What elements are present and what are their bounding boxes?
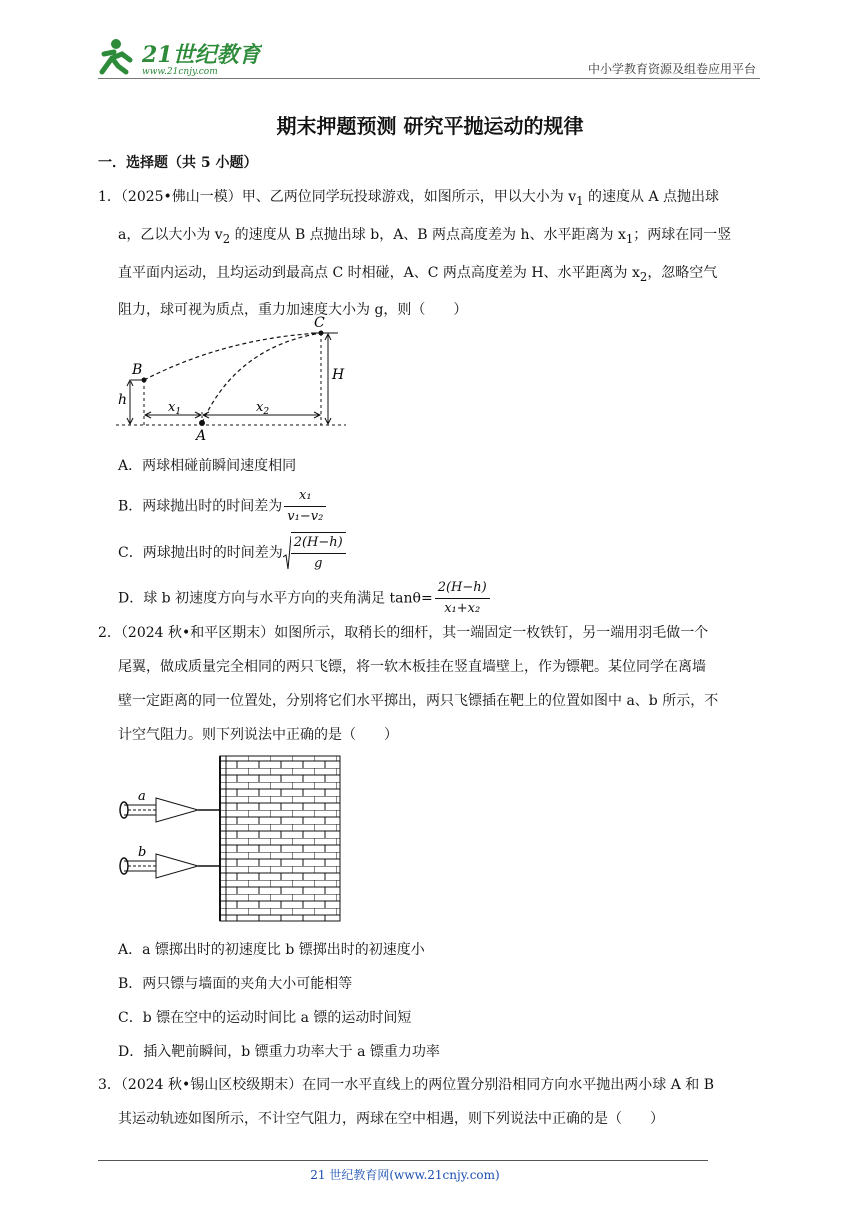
q2-option-b: B．两只镖与墙面的夹角大小可能相等 (118, 976, 353, 992)
q2-option-c: C．b 镖在空中的运动时间比 a 镖的运动时间短 (118, 1010, 412, 1026)
svg-text:B: B (132, 362, 143, 378)
sqrt-sign (283, 535, 291, 571)
footer-link[interactable]: 21 世纪教育网(www.21cnjy.com) (310, 1168, 500, 1182)
q1-option-a: A．两球相碰前瞬间速度相同 (118, 458, 297, 474)
svg-text:h: h (118, 392, 128, 408)
svg-text:x1: $x_1$ (168, 400, 182, 417)
question-2: 2．（2024 秋•和平区期末）如图所示，取稍长的细杆，其一端固定一枚铁钉，另一端用羽毛做一个 尾翼，做成质量完全相同的两只飞镖，将一软木板挂在竖直墙壁上，作为镖靶。某位同学在离墙 壁一定距离的同一位置处，分别将它们水平掷出，两只飞镖插在靶上的位置如图中 a、b 所示，不 计空气阻力。则下列说法中正确的是（ ） (98, 625, 719, 743)
logo-url: www.21cnjy.com (142, 67, 218, 77)
header-divider (98, 78, 760, 79)
footer-divider (98, 1160, 708, 1161)
question-3: 3．（2024 秋•锡山区校级期末）在同一水平直线上的两位置分别沿相同方向水平抛出两小球 A 和 B 其运动轨迹如图所示，不计空气阻力，两球在空中相遇，则下列说法中正确的是（ ） (98, 1077, 715, 1127)
q1-option-d: D．球 b 初速度方向与水平方向的夹角满足 tanθ= $\frac{2(H-h)}{\text{x₁+x₂}}$ (118, 578, 490, 619)
q2-option-a: A．a 镖掷出时的初速度比 b 镖掷出时的初速度小 (118, 942, 425, 958)
q2-option-d: D．插入靶前瞬间，b 镖重力功率大于 a 镖重力功率 (118, 1044, 440, 1060)
q2-dart-figure (116, 754, 346, 924)
page-title: 期末押题预测 研究平抛运动的规律 (276, 114, 584, 138)
logo-text: 21世纪教育 (142, 42, 261, 68)
svg-text:a: a (138, 789, 146, 804)
q1-trajectory-figure (116, 312, 356, 444)
runner-icon (102, 39, 130, 72)
section-heading: 一．选择题（共 5 小题） (98, 155, 258, 171)
svg-text:b: b (138, 845, 147, 860)
svg-text:H: H (332, 367, 345, 383)
svg-text:x2: $x_2$ (256, 400, 270, 417)
site-logo (92, 36, 262, 78)
question-1: 1．（2025•佛山一模）甲、乙两位同学玩投球游戏，如图所示，甲以大小为 $v_1$ 的速度从 A 点抛出球 a，乙以大小为 $v_2$ 的速度从 B 点抛出球 b，A、B 两点高度差为 h、水平距离为 $x_1$；两球在同一竖 直平面内运动，且均运动到最高点 C 时相碰，A、C 两点高度差为 H、水平距离为 $x_2$，忽略空气 阻力，球可视为质点，重力加速度大小为 g，则（ ） (98, 189, 732, 319)
svg-text:C: C (314, 315, 325, 331)
header-platform-text: 中小学教育资源及组卷应用平台 (587, 62, 756, 76)
q1-option-b: B．两球抛出时的时间差为 $\frac{\text{x₁}}{\text{v₁−v₂}}$ (118, 486, 326, 527)
q1-option-c: C．两球抛出时的时间差为 $\frac{2(H-h)}{g}$ (118, 532, 346, 574)
svg-text:A: A (196, 428, 207, 444)
